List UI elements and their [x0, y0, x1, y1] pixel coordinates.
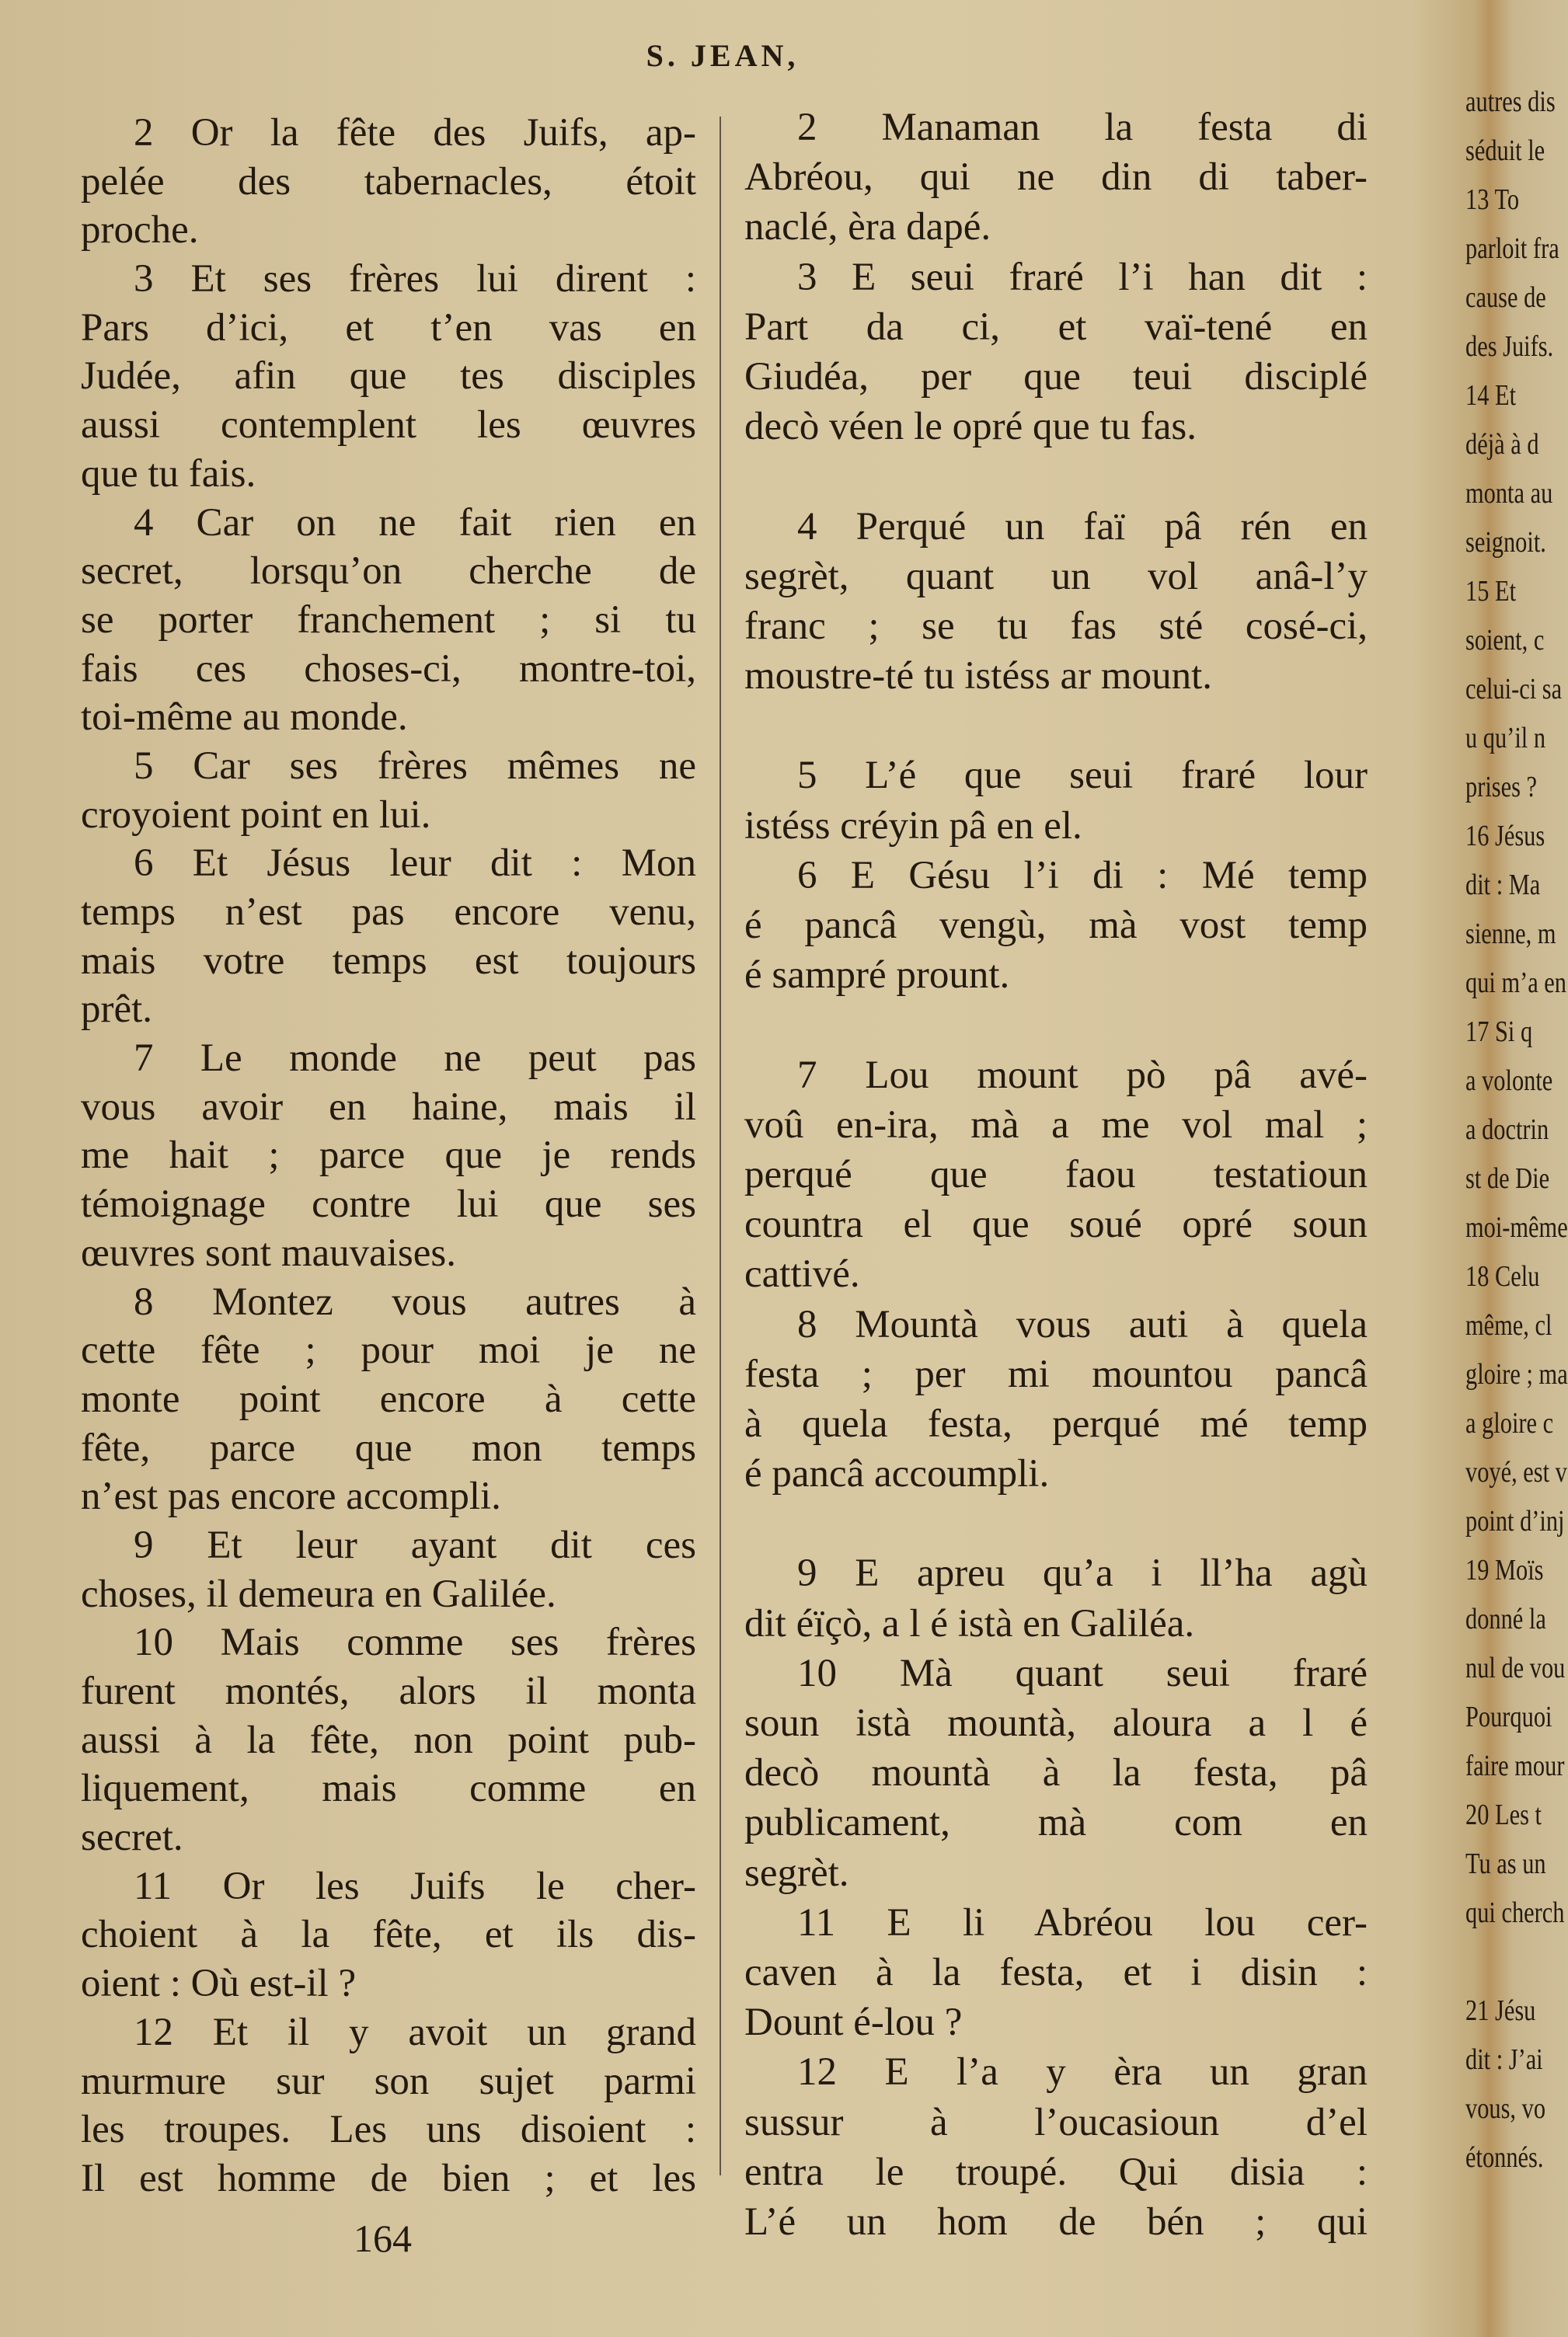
facing-page-fragment: Pourquoi: [1465, 1701, 1552, 1733]
verse-line: les troupes. Les uns disoient :: [81, 2108, 696, 2152]
verse-line: voû en-ira, mà a me vol mal ;: [744, 1102, 1368, 1147]
facing-page-fragment: même, cl: [1465, 1309, 1552, 1342]
verse: [81, 255, 696, 498]
verse-line: cattivé.: [744, 1252, 860, 1297]
verse-line: caven à la festa, et i disin :: [744, 1950, 1368, 1994]
verse: [81, 742, 696, 839]
verse-line: fais ces choses-ci, montre-toi,: [81, 646, 696, 691]
verse-line: que tu fais.: [81, 451, 256, 496]
verse-line: toi-même au monde.: [81, 695, 408, 740]
facing-page-fragment: 16 Jésus: [1465, 820, 1545, 852]
verse-line: fête, parce que mon temps: [81, 1426, 696, 1470]
facing-page-fragment: parloit fra: [1465, 232, 1559, 265]
verse: [744, 502, 1368, 751]
facing-page-fragment: cause de: [1465, 281, 1546, 314]
verse-line: 7 Lou mount pò pâ avé-: [797, 1053, 1368, 1097]
verse: [81, 109, 696, 255]
verse-line: soun istà mountà, aloura a l é: [744, 1701, 1368, 1745]
verse-line: 10 Mà quant seui fraré: [797, 1651, 1368, 1695]
facing-page-fragment: a volonte: [1465, 1064, 1553, 1097]
verse-line: Pars d’ici, et t’en vas en: [81, 305, 696, 350]
verse-line: secret, lorsqu’on cherche de: [81, 549, 696, 594]
verse-line: monte point encore à cette: [81, 1377, 696, 1421]
verse: [744, 253, 1368, 502]
verse-line: dit éïçò, a l é istà en Galiléa.: [744, 1601, 1195, 1646]
verse-line: perqué que faou testatioun: [744, 1152, 1368, 1196]
facing-page-fragment: celui-ci sa: [1465, 673, 1563, 705]
facing-page-fragment: séduit le: [1465, 134, 1545, 167]
verse-line: L’é un hom de bén ; qui: [744, 2199, 1368, 2244]
verse-line: 3 Et ses frères lui dirent :: [134, 257, 696, 301]
verse: [744, 2047, 1368, 2247]
verse: [744, 1898, 1368, 2048]
verse-line: vous avoir en haine, mais il: [81, 1085, 696, 1129]
verse-line: segrèt.: [744, 1851, 849, 1895]
verse: [81, 1618, 696, 1862]
verse-line: 7 Le monde ne peut pas: [134, 1036, 696, 1081]
verse: [81, 2008, 696, 2203]
verse-line: 3 E seui fraré l’i han dit :: [797, 255, 1368, 299]
verse-line: 6 Et Jésus leur dit : Mon: [134, 841, 696, 886]
verse-line: 10 Mais comme ses frères: [134, 1621, 696, 1665]
column-divider: [720, 117, 721, 2175]
facing-page-fragment: vous, vo: [1465, 2092, 1546, 2125]
facing-page-fragment: prises ?: [1465, 771, 1538, 803]
verse-line: furent montés, alors il monta: [81, 1670, 696, 1713]
facing-page-fragment: des Juifs.: [1465, 330, 1554, 363]
facing-page-fragment: monta au: [1465, 477, 1553, 510]
verse-line: 12 E l’a y èra un gran: [797, 2050, 1368, 2095]
verse-line: é pancâ accoumpli.: [744, 1452, 1050, 1496]
verse-line: 6 E Gésu l’i di : Mé temp: [797, 853, 1368, 897]
facing-page-fragment: faire mour: [1465, 1750, 1565, 1782]
verse-line: me hait ; parce que je rends: [81, 1134, 696, 1178]
facing-page-fragment: qui m’a en: [1465, 966, 1567, 999]
facing-page-fragment: a gloire c: [1465, 1407, 1554, 1440]
facing-page-fragment: nul de vou: [1465, 1652, 1566, 1684]
verse: [81, 1521, 696, 1618]
running-title: S. JEAN,: [646, 38, 800, 73]
verse-line: sussur à l’oucasioun d’el: [744, 2100, 1368, 2144]
verse-line: cette fête ; pour moi je ne: [81, 1329, 696, 1373]
verse-line: istéss créyin pâ en el.: [744, 803, 1082, 848]
facing-page-fragment: 17 Si q: [1465, 1015, 1533, 1048]
verse-line: 12 Et il y avoit un grand: [134, 2010, 696, 2054]
verse-line: 9 E apreu qu’a i ll’ha agù: [797, 1552, 1368, 1596]
verse-line: 2 Or la fête des Juifs, ap-: [134, 111, 696, 155]
verse-line: murmure sur son sujet parmi: [81, 2059, 696, 2103]
facing-page-fragment: 14 Et: [1465, 379, 1517, 412]
verse: [81, 839, 696, 1034]
verse: [81, 1278, 696, 1521]
facing-page-fragment: 21 Jésu: [1465, 1994, 1536, 2027]
verse: [744, 103, 1368, 253]
facing-page-fragment: Tu as un: [1465, 1848, 1546, 1880]
verse-line: choses, il demeura en Galilée.: [81, 1572, 556, 1616]
facing-page-fragment: déjà à d: [1465, 428, 1539, 461]
verse-line: segrèt, quant un vol anâ-l’y: [744, 554, 1368, 598]
verse-line: secret.: [81, 1816, 183, 1860]
verse-line: 4 Car on ne fait rien en: [134, 500, 696, 545]
facing-page-fragment: étonnés.: [1465, 2141, 1544, 2174]
verse-line: publicament, mà com en: [744, 1801, 1368, 1845]
verse-line: croyoient point en lui.: [81, 792, 431, 837]
facing-page-fragment: autres dis: [1465, 85, 1556, 118]
facing-page-fragment: st de Die: [1465, 1162, 1550, 1195]
verse: [81, 499, 696, 742]
verse: [744, 751, 1368, 850]
facing-page-fragment: 20 Les t: [1465, 1799, 1542, 1831]
page-number: 164: [354, 2217, 412, 2260]
facing-page-fragment: donné la: [1465, 1603, 1546, 1635]
verse-line: proche.: [81, 208, 199, 253]
verse: [81, 1034, 696, 1277]
verse-line: oient : Où est-il ?: [81, 1962, 357, 2006]
verse-line: franc ; se tu fas sté cosé-ci,: [744, 604, 1368, 648]
facing-page-fragment: 18 Celu: [1465, 1260, 1540, 1293]
facing-page-fragment: gloire ; ma: [1465, 1358, 1568, 1391]
verse-line: 4 Perqué un faï pâ rén en: [797, 504, 1368, 549]
verse-line: prêt.: [81, 987, 153, 1032]
verse-line: Dount é-lou ?: [744, 2001, 963, 2045]
facing-page-fragment: moi-même: [1465, 1211, 1568, 1244]
verse-line: decò mountà à la festa, pâ: [744, 1751, 1368, 1795]
facing-page-fragment: 19 Moïs: [1465, 1554, 1544, 1586]
verse-line: témoignage contre lui que ses: [81, 1182, 696, 1227]
facing-page-fragment: 13 To: [1465, 183, 1520, 216]
french-column: [81, 109, 696, 2203]
facing-page-fragment: dit : Ma: [1465, 869, 1541, 901]
verse-line: n’est pas encore accompli.: [81, 1475, 501, 1519]
facing-page-fragment: soient, c: [1465, 624, 1545, 657]
facing-page-fragment: voyé, est v: [1465, 1456, 1567, 1489]
verse-line: se porter franchement ; si tu: [81, 597, 696, 642]
nicard-column: [744, 103, 1368, 2247]
facing-page-edge: [1465, 78, 1568, 2331]
blank-line: [744, 1499, 1368, 1548]
verse-line: 11 Or les Juifs le cher-: [134, 1864, 696, 1908]
verse-line: œuvres sont mauvaises.: [81, 1231, 457, 1275]
verse-line: decò véen le opré que tu fas.: [744, 405, 1197, 449]
verse-line: é sampré prount.: [744, 953, 1010, 998]
verse-line: aussi à la fête, non point pub-: [81, 1718, 696, 1762]
verse: [744, 1548, 1368, 1648]
verse: [744, 1050, 1368, 1300]
verse-line: 2 Manaman la festa di: [797, 106, 1368, 149]
verse-line: Part da ci, et vaï-tené en: [744, 305, 1368, 349]
verse-line: moustre-té tu istéss ar mount.: [744, 654, 1212, 698]
verse-line: choient à la fête, et ils dis-: [81, 1913, 696, 1957]
verse-line: 8 Montez vous autres à: [134, 1280, 696, 1324]
verse-line: 9 Et leur ayant dit ces: [134, 1523, 696, 1567]
verse-line: 5 L’é que seui fraré lour: [797, 754, 1368, 798]
verse: [744, 1300, 1368, 1549]
verse-line: countra el que soué opré soun: [744, 1203, 1368, 1247]
facing-page-fragment: 15 Et: [1465, 575, 1517, 608]
blank-line: [744, 1000, 1368, 1050]
verse-line: mais votre temps est toujours: [81, 939, 696, 983]
verse-line: naclé, èra dapé.: [744, 205, 991, 249]
verse-line: festa ; per mi mountou pancâ: [744, 1352, 1368, 1396]
verse: [81, 1862, 696, 2008]
blank-line: [744, 701, 1368, 751]
verse-line: 11 E li Abréou lou cer-: [797, 1900, 1368, 1945]
verse: [744, 1649, 1368, 1898]
facing-page-fragment: a doctrin: [1465, 1113, 1549, 1146]
facing-page-fragment: seignoit.: [1465, 526, 1546, 559]
facing-page-fragment: qui cherch: [1465, 1896, 1565, 1929]
facing-page-fragment: dit : J’ai: [1465, 2043, 1543, 2076]
facing-page-fragment: u qu’il n: [1465, 722, 1546, 754]
verse-line: à quela festa, perqué mé temp: [744, 1402, 1368, 1446]
facing-page-fragment: [1465, 1938, 1536, 1987]
verse-line: temps n’est pas encore venu,: [81, 890, 696, 934]
verse-line: Abréou, qui ne din di taber-: [744, 155, 1368, 200]
verse-line: Giudéa, per que teui disciplé: [744, 354, 1368, 399]
verse: [744, 851, 1368, 1050]
blank-line: [744, 451, 1368, 501]
verse-line: Judée, afin que tes disciples: [81, 354, 696, 399]
verse-line: pelée des tabernacles, étoit: [81, 159, 696, 204]
verse-line: 5 Car ses frères mêmes ne: [134, 744, 696, 788]
verse-line: é pancâ vengù, mà vost temp: [744, 904, 1368, 947]
verse-line: Il est homme de bien ; et les: [81, 2156, 696, 2200]
facing-page-fragment: point d’inj: [1465, 1505, 1565, 1538]
verse-line: entra le troupé. Qui disia :: [744, 2150, 1368, 2194]
verse-line: liquement, mais comme en: [81, 1767, 696, 1811]
verse-line: 8 Mountà vous auti à quela: [797, 1302, 1368, 1346]
verse-line: aussi contemplent les œuvres: [81, 403, 696, 448]
facing-page-fragment: sienne, m: [1465, 918, 1556, 950]
